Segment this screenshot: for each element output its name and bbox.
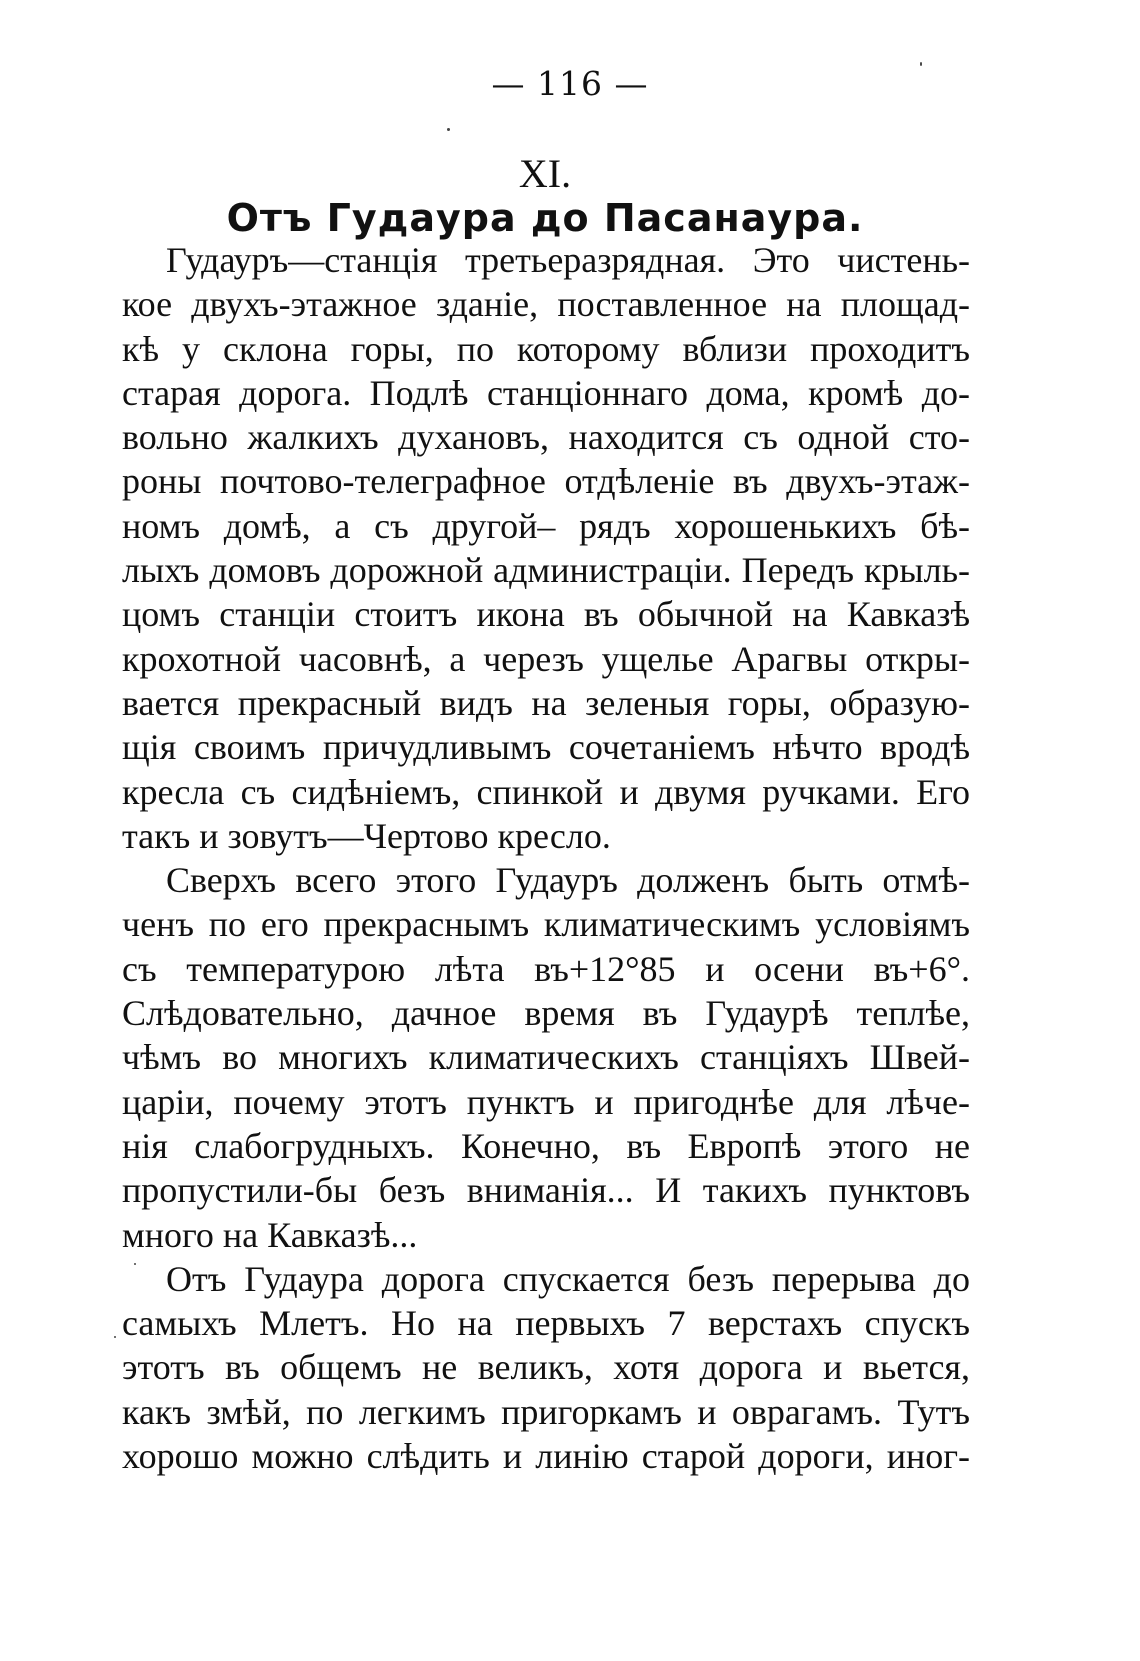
text-line: какъ змѣй, по легкимъ пригоркамъ и оврагамъ. Тутъ [122,1391,970,1432]
page-number: — 116 — [491,64,649,103]
text-line: лыхъ домовъ дорожной администраціи. Передъ крыль- [122,550,970,591]
text-line: крохотной часовнѣ, а черезъ ущелье Арагвы откры- [122,638,970,679]
text-line: старая дорога. Подлѣ станціоннаго дома, кромѣ до- [122,372,970,413]
text-line: цомъ станціи стоитъ икона въ обычной на Кавказѣ [122,594,970,635]
text-line: вольно жалкихъ духановъ, находится съ одной сто- [122,417,970,458]
print-speck [114,1336,116,1338]
text-line: много на Кавказѣ... [122,1214,418,1255]
print-speck [134,1263,136,1265]
text-line: Гудауръ—станція третьеразрядная. Это чистень- [166,240,970,280]
text-line: нія слабогрудныхъ. Конечно, въ Европѣ этого не [122,1125,970,1166]
text-line: такъ и зовутъ—Чертово кресло. [122,815,611,856]
chapter-title: Отъ Гудаура до Пасанаура. [226,196,864,240]
text-line: роны почтово-телеграфное отдѣленіе въ двухъ-этаж- [122,461,970,502]
text-line: Слѣдовательно, дачное время въ Гудаурѣ теплѣе, [122,993,970,1034]
text-line: кѣ у склона горы, по которому вблизи проходитъ [122,328,970,369]
text-line: самыхъ Млетъ. Но на первыхъ 7 верстахъ спускъ [122,1303,970,1344]
text-line: ченъ по его прекраснымъ климатическимъ условіямъ [122,904,970,945]
text-line: Сверхъ всего этого Гудауръ долженъ быть отмѣ- [166,860,970,901]
text-line: пропустили-бы безъ вниманія... И такихъ пунктовъ [122,1170,970,1211]
text-line: вается прекрасный видъ на зеленыя горы, образую- [122,682,970,723]
text-line: хорошо можно слѣдить и линію старой дороги, иног- [122,1436,970,1477]
text-line: съ температурою лѣта въ+12°85 и осени въ+6°. [122,948,970,989]
text-line: чѣмъ во многихъ климатическихъ станціяхъ Швей- [122,1037,970,1078]
text-line: царіи, почему этотъ пунктъ и пригоднѣе для лѣче- [122,1081,970,1122]
text-line: щія своимъ причудливымъ сочетаніемъ нѣчто вродѣ [122,727,970,768]
text-line: этотъ въ общемъ не великъ, хотя дорога и вьется, [122,1347,970,1388]
print-speck [920,62,922,66]
print-speck [447,128,450,131]
text-line: кресла съ сидѣніемъ, спинкой и двумя ручками. Его [122,771,970,812]
chapter-number: XI. [518,151,572,196]
text-line: кое двухъ-этажное зданіе, поставленное на площад- [122,284,970,325]
body-text [122,238,970,1478]
text-line: Отъ Гудаура дорога спускается безъ перерыва до [166,1258,970,1299]
text-line: номъ домѣ, а съ другой– рядъ хорошенькихъ бѣ- [122,505,970,546]
